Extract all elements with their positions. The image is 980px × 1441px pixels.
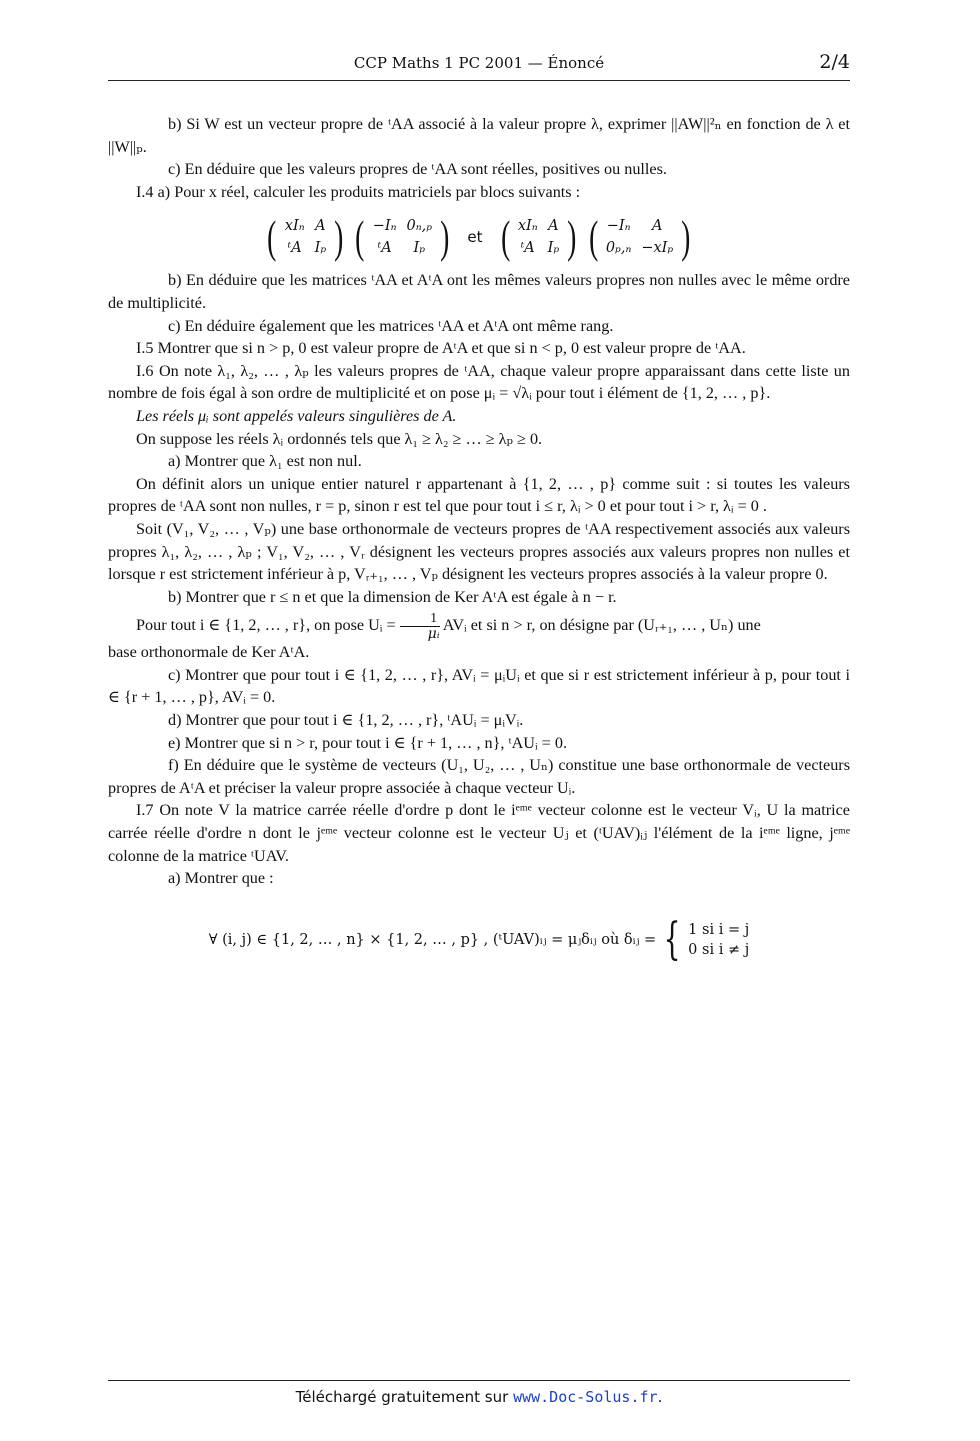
definition-ui: Pour tout i ∈ {1, 2, … , r}, on pose Uᵢ = $\frac{1}{\text{μᵢ}}$ AVᵢ et si n > r, on désigne par (Uᵣ₊₁, … , Uₙ) une [136, 611, 761, 643]
question-i6f: f) En déduire que le système de vecteurs (U₁, U₂, … , Uₙ) constitue une base orthonormale de vecteurs propres de AᵗA et préciser la valeur propre associée à chaque vecteur Uᵢ. [108, 756, 850, 797]
cases: 1 si i = j 0 si i ≠ j [688, 921, 750, 958]
question-i5: I.5 Montrer que si n > p, 0 est valeur propre de AᵗA et que si n < p, 0 est valeur propre de ᵗAA. [136, 339, 746, 358]
paragraph-1c: c) En déduire que les valeurs propres de ᵗAA sont réelles, positives ou nulles. [168, 160, 667, 179]
matrix-3: ( xIₙ A ᵗA Iₚ ) [500, 211, 577, 263]
question-i7a: a) Montrer que : [168, 869, 274, 888]
paragraph-1b: b) Si W est un vecteur propre de ᵗAA associé à la valeur propre λ, exprimer ||AW||²ₙ en fonction de λ et ||W||ₚ. [108, 115, 850, 156]
fraction: $\frac{1}{\text{μᵢ}}$ [400, 612, 440, 641]
page-number: 2/4 [819, 51, 850, 73]
question-i7: I.7 On note V la matrice carrée réelle d'ordre p dont le iᵉᵐᵉ vecteur colonne est le vecteur Vᵢ, U la matrice carrée réelle d'ordre n dont le jᵉᵐᵉ vecteur colonne est le vecteur Uⱼ et (ᵗUAV)ᵢⱼ l'élément de la iᵉᵐᵉ ligne, jᵉᵐᵉ colonne de la matrice ᵗUAV. [108, 801, 850, 865]
matrix-1: ( xIₙ A ᵗA Iₚ ) [267, 211, 344, 263]
brace-icon: { [663, 913, 681, 965]
definition-ui-continued: base orthonormale de Ker AᵗA. [108, 643, 310, 662]
header-rule [108, 80, 850, 81]
equation-connector: et [467, 228, 483, 247]
question-i6c: c) Montrer que pour tout i ∈ {1, 2, … , r}, AVᵢ = μᵢUᵢ et que si r est strictement inférieur à p, pour tout i ∈ {r + 1, … , p}, AVᵢ = 0. [108, 665, 850, 707]
footer-rule [108, 1380, 850, 1381]
question-i4b: b) En déduire que les matrices ᵗAA et AᵗA ont les mêmes valeurs propres non nulles avec le même ordre de multiplicité. [108, 271, 850, 312]
paragraph-basis: Soit (V₁, V₂, … , Vₚ) une base orthonormale de vecteurs propres de ᵗAA respectivement associés aux valeurs propres λ₁, λ₂, … , λₚ ; V₁, V₂, … , Vᵣ désignent les vecteurs propres associés aux valeurs propres non nulles et lorsque r est strictement inférieur à p, Vᵣ₊₁, … , Vₚ désignent les vecteurs propres associés à la valeur propre 0. [108, 519, 850, 584]
question-i6d: d) Montrer que pour tout i ∈ {1, 2, … , r}, ᵗAUᵢ = μᵢVᵢ. [168, 711, 524, 730]
equation-left: ∀ (i, j) ∈ {1, 2, … , n} × {1, 2, … , p} , (ᵗUAV)ᵢⱼ = μⱼδᵢⱼ où δᵢⱼ = [208, 931, 657, 948]
question-i6e: e) Montrer que si n > r, pour tout i ∈ {r + 1, … , n}, ᵗAUᵢ = 0. [168, 733, 567, 752]
question-i6: I.6 On note λ₁, λ₂, … , λₚ les valeurs propres de ᵗAA, chaque valeur propre apparaissant dans cette liste un nombre de fois égal à son ordre de multiplicité et on pose μᵢ = √λᵢ pour tout i élément de {1, 2, … , p}. [108, 361, 850, 403]
definition-r: On définit alors un unique entier naturel r appartenant à {1, 2, … , p} comme suit : si toutes les valeurs propres de ᵗAA sont non nulles, r = p, sinon r est tel que pour tout i ≤ r, λᵢ > 0 et pour tout i > r, λᵢ = 0 . [108, 474, 850, 516]
question-i6b: b) Montrer que r ≤ n et que la dimension de Ker AᵗA est égale à n − r. [168, 587, 617, 606]
header-title: CCP Maths 1 PC 2001 — Énoncé [353, 54, 605, 72]
kronecker-equation [108, 915, 850, 965]
question-i4a: I.4 a) Pour x réel, calculer les produits matriciels par blocs suivants : [136, 182, 581, 201]
doc-solus-link[interactable]: www.Doc-Solus.fr [513, 1388, 658, 1406]
document-body [108, 113, 850, 965]
question-i4c: c) En déduire également que les matrices ᵗAA et AᵗA ont même rang. [168, 316, 614, 335]
definition-singular-values: Les réels μᵢ sont appelés valeurs singulières de A. [136, 406, 457, 425]
matrix-4: ( −Iₙ A 0ₚ,ₙ −xIₚ ) [588, 211, 691, 263]
page-footer: Téléchargé gratuitement sur www.Doc-Solus.fr. [295, 1388, 663, 1406]
question-i6a: a) Montrer que λ₁ est non nul. [168, 452, 362, 471]
matrix-2: ( −Iₙ 0ₙ,ₚ ᵗA Iₚ ) [355, 211, 450, 263]
page-header [108, 51, 850, 76]
assumption-ordering: On suppose les réels λᵢ ordonnés tels que λ₁ ≥ λ₂ ≥ … ≥ λₚ ≥ 0. [136, 429, 543, 448]
block-matrix-equation [108, 211, 850, 263]
